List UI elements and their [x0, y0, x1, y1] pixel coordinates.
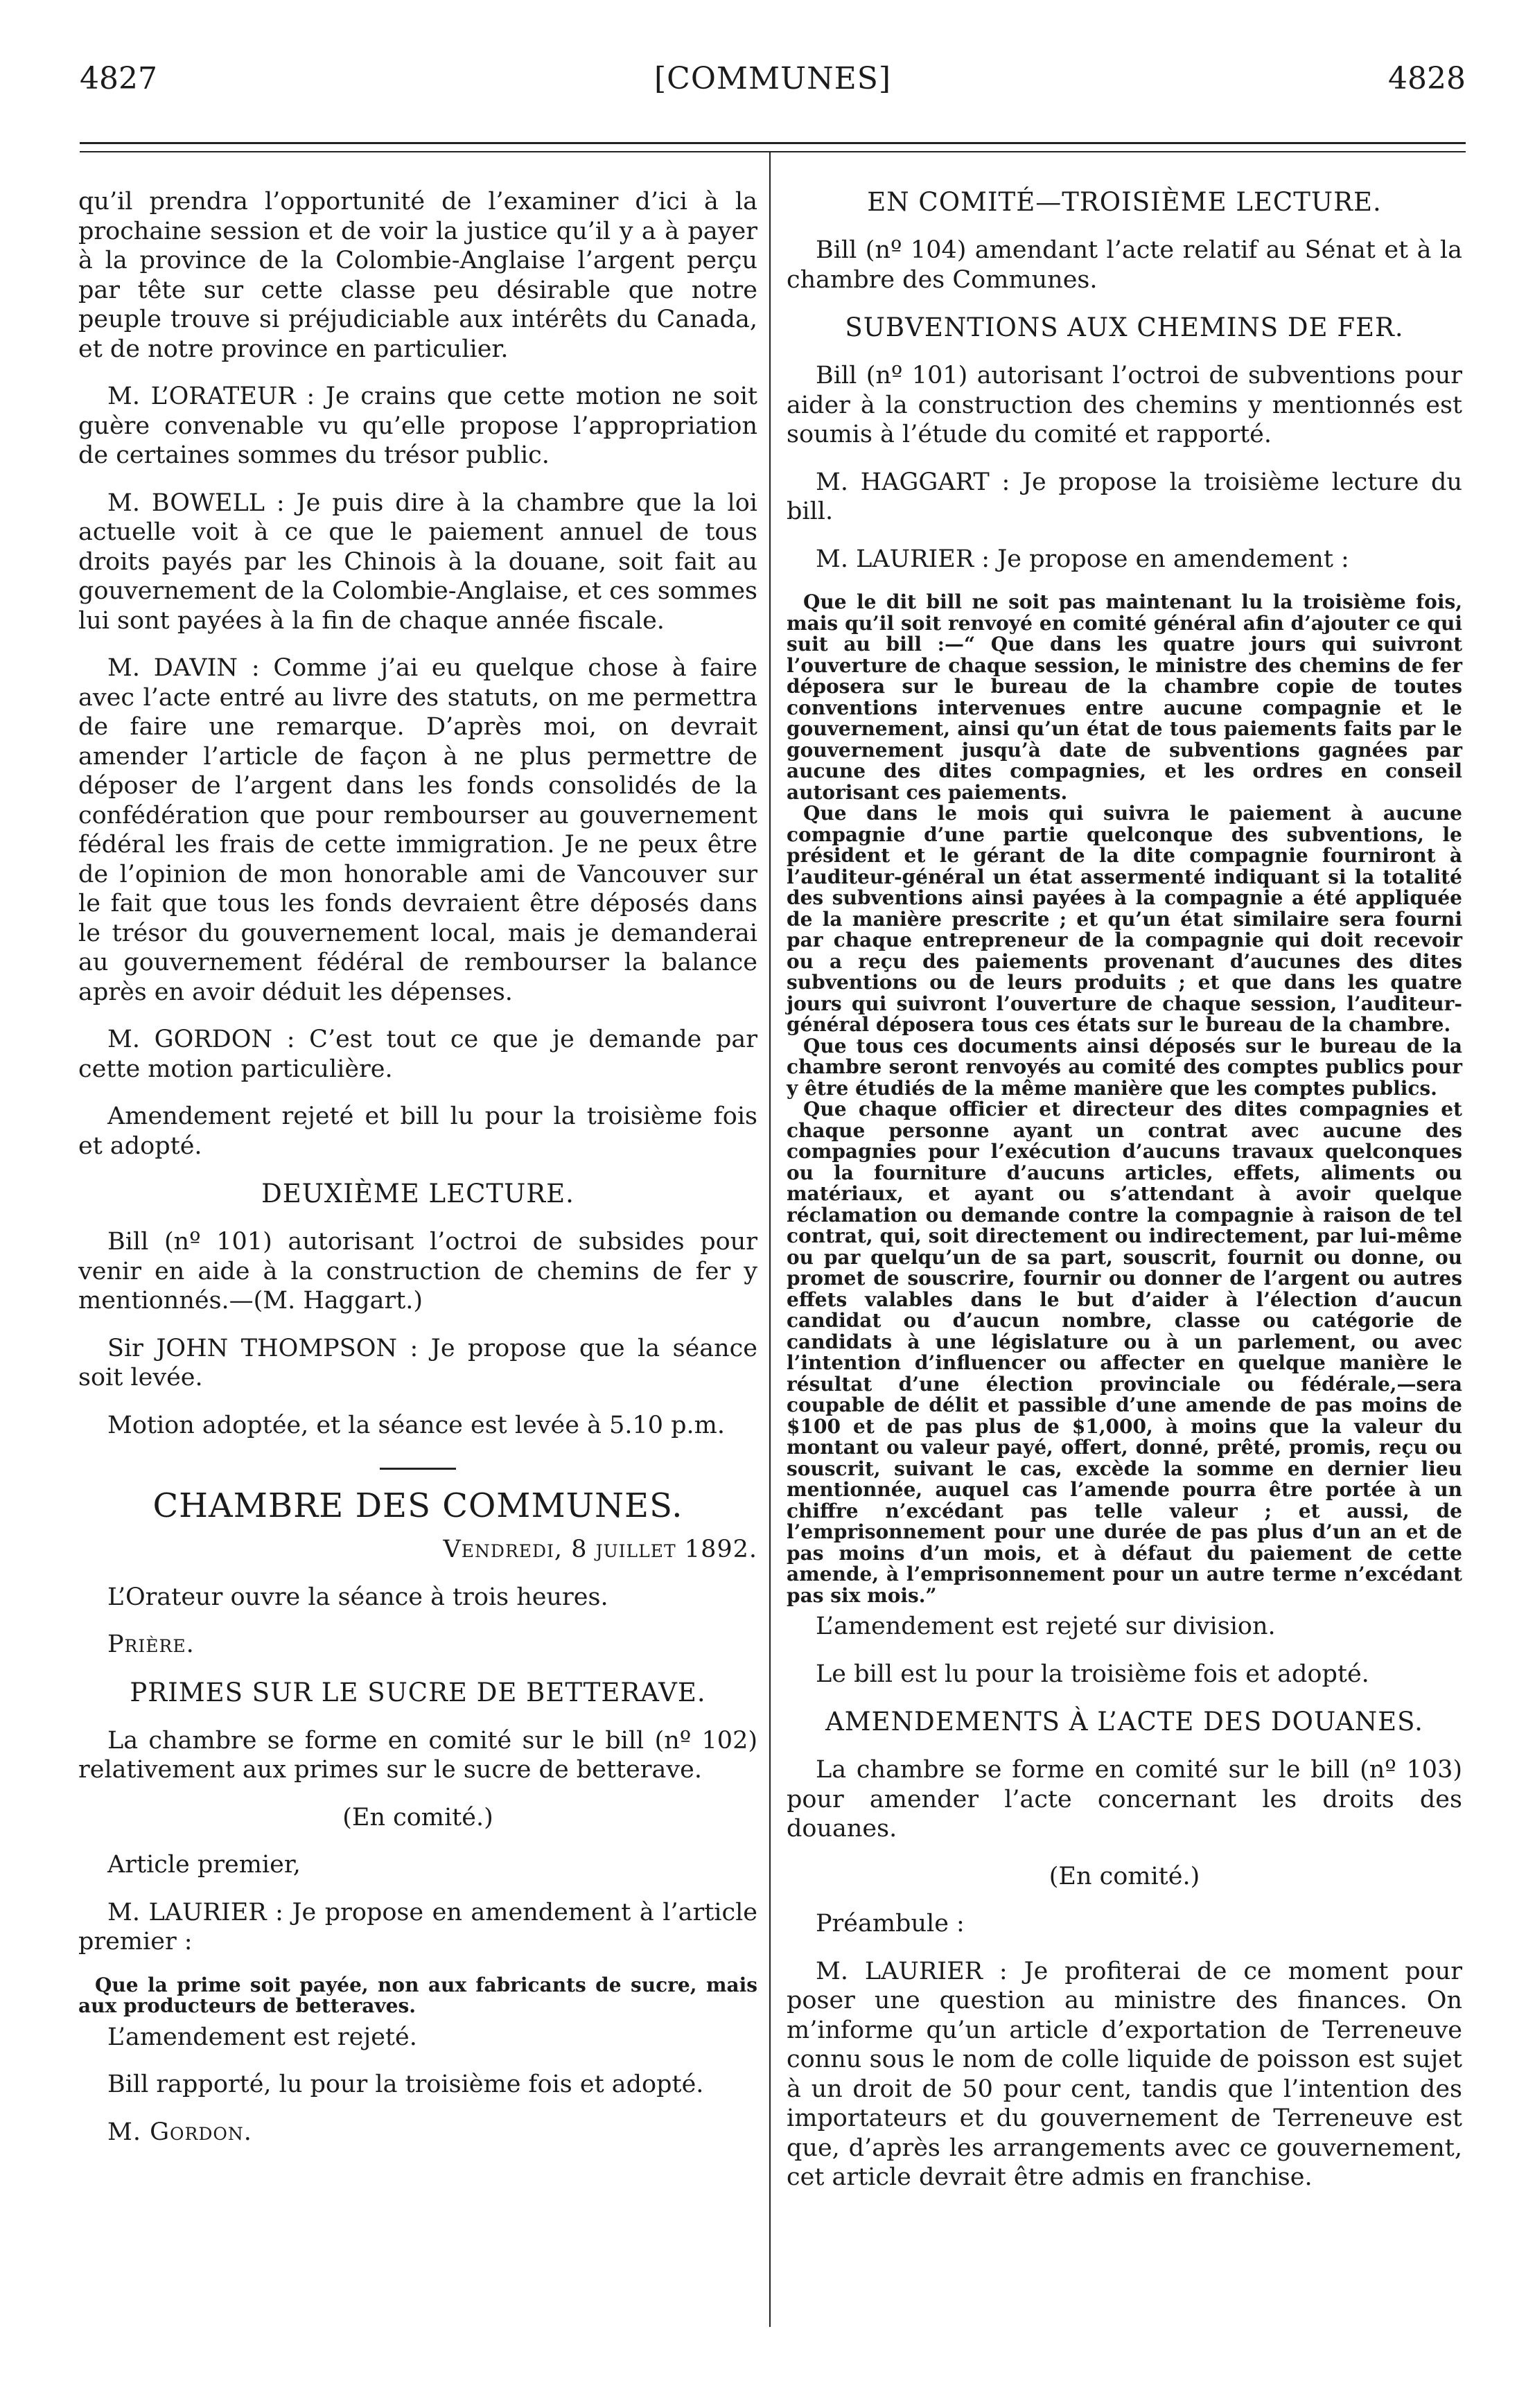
- section-heading: PRIMES SUR LE SUCRE DE BETTERAVE.: [130, 1677, 706, 1707]
- amendment-paragraph: Que dans le mois qui suivra le paiement à aucune compagnie d’une partie quelconque des subventions, le président et le gérant de la dite compagnie fourniront à l’auditeur-général un état assermenté indiquant si la totalité des subventions ainsi payées à la compagnie a été appliquée de la manière prescrite ; et qu’un état similaire sera fourni par chaque entrepreneur de la compagnie qui doit recevoir ou a reçu des paiements provenant d’aucunes des dites subventions ou de leurs produits ; et que dans les quatre jours qui suivront l’ouverture de chaque session, l’auditeur-général déposera tous ces états sur le bureau de la chambre.: [787, 802, 1462, 1036]
- speech-bowell: M. BOWELL : Je puis dire à la chambre que la loi actuelle voit à ce que le paiement annuel de tous droits payés par les Chinois à la douane, soit fait au gouvernement de la Colombie-Anglaise, et ces sommes lui sont payées à la fin de chaque année fiscale.: [78, 489, 757, 635]
- amendment-text: [787, 592, 1462, 1606]
- paragraph: Le bill est lu pour la troisième fois et adopté.: [816, 1660, 1369, 1688]
- priere-label: Prière.: [107, 1631, 195, 1658]
- paragraph: L’Orateur ouvre la séance à trois heures.: [107, 1583, 608, 1611]
- paragraph: Bill (nº 101) autorisant l’octroi de subventions pour aider à la construction des chemins y mentionnés est soumis à l’étude du comité et rapporté.: [787, 362, 1462, 448]
- running-title: [COMMUNES]: [654, 61, 892, 96]
- amendment-text: [78, 1975, 757, 2017]
- section-heading: SUBVENTIONS AUX CHEMINS DE FER.: [845, 313, 1404, 342]
- paragraph: La chambre se forme en comité sur le bill (nº 102) relativement aux primes sur le sucre de betterave.: [78, 1726, 757, 1784]
- left-column: [78, 187, 757, 2165]
- paragraph: L’amendement est rejeté.: [107, 2023, 417, 2051]
- paragraph: Motion adoptée, et la séance est levée à 5.10 p.m.: [107, 1411, 725, 1439]
- page-header: [80, 61, 1466, 109]
- header-rule: [80, 142, 1466, 144]
- speech-laurier: M. LAURIER : Je propose en amendement :: [816, 545, 1349, 573]
- chamber-heading: CHAMBRE DES COMMUNES.: [152, 1486, 683, 1525]
- committee-label: (En comité.): [1049, 1862, 1200, 1890]
- speech-laurier: M. LAURIER : Je profiterai de ce moment pour poser une question au ministre des finances. On m’informe qu’un article d’exportation de Terreneuve connu sous le nom de colle liquide de poisson est sujet à un droit de 50 pour cent, tandis que l’intention des importateurs et du gouvernement de Terreneuve est que, d’après les arrangements avec ce gouvernement, cet article devrait être admis en franchise.: [787, 1957, 1462, 2191]
- paragraph: La chambre se forme en comité sur le bill (nº 103) pour amender l’acte concernant les droits des douanes.: [787, 1756, 1462, 1843]
- amendment-paragraph: Que chaque officier et directeur des dites compagnies et chaque personne ayant un contrat avec aucune des compagnies pour l’exécution d’aucuns travaux quelconques ou la fourniture d’aucuns articles, effets, aliments ou matériaux, et ayant ou s’attendant à avoir quelque réclamation ou demande contre la compagnie à raison de tel contrat, qui, soit directement ou indirectement, par lui-même ou par quelqu’un de sa part, souscrit, fournit ou donne, ou promet de souscrire, fournir ou donner de l’argent ou autres effets valables dans le but d’aider à l’élection d’aucun candidat ou d’aucun nombre, classe ou catégorie de candidats à une législature ou à un parlement, ou avec l’intention d’influencer ou affecter en quelque manière le résultat d’une élection provinciale ou fédérale,—sera coupable de délit et passible d’une amende de pas moins de $100 et de pas plus de $1,000, à moins que la valeur du montant ou valeur payé, offert, donné, prêté, promis, reçu ou souscrit, suivant le cas, excède la somme en dernier lieu mentionnée, auquel cas l’amende pourra être portée à un chiffre n’excédant pas telle valeur ; et aussi, de l’emprisonnement pour une durée de pas plus d’un an et de pas moins d’un mois, et à défaut du paiement de cette amende, à l’emprisonnement pour un autre terme n’excédant pas six mois.”: [787, 1098, 1462, 1607]
- page-number-left: 4827: [80, 61, 157, 96]
- paragraph: Amendement rejeté et bill lu pour la troisième fois et adopté.: [78, 1102, 757, 1160]
- paragraph: qu’il prendra l’opportunité de l’examiner d’ici à la prochaine session et de voir la justice qu’il y a à payer à la province de la Colombie-Anglaise l’argent perçu par tête sur cette classe peu désirable que notre peuple trouve si préjudiciable aux intérêts du Canada, et de notre province en particulier.: [78, 188, 757, 363]
- sitting-date: Vendredi, 8 juillet 1892.: [443, 1536, 757, 1563]
- page-number-right: 4828: [1388, 61, 1466, 96]
- speech-davin: M. DAVIN : Comme j’ai eu quelque chose à faire avec l’acte entré au livre des statuts, on me permettra de faire une remarque. D’après moi, on devrait amender l’article de façon à ne plus permettre de déposer de l’argent dans les fonds consolidés de la confédération que pour rembourser au gouvernement fédéral les frais de cette immigration. Je ne peux être de l’opinion de mon honorable ami de Vancouver sur le fait que tous les fonds devraient être déposés dans le trésor du gouvernement local, mais je demanderai au gouvernement fédéral de rembourser la balance après en avoir déduit les dépenses.: [78, 654, 757, 1006]
- section-heading: AMENDEMENTS À L’ACTE DES DOUANES.: [825, 1707, 1423, 1737]
- section-heading: DEUXIÈME LECTURE.: [261, 1179, 574, 1209]
- speech-laurier: M. LAURIER : Je propose en amendement à l’article premier :: [78, 1898, 757, 1956]
- amendment-paragraph: Que tous ces documents ainsi déposés sur le bureau de la chambre seront renvoyés au comité des comptes publics pour y être étudiés de la même manière que les comptes publics.: [787, 1034, 1462, 1100]
- speech-gordon: M. GORDON : C’est tout ce que je demande par cette motion particulière.: [78, 1026, 757, 1083]
- amendment-paragraph: Que la prime soit payée, non aux fabricants de sucre, mais aux producteurs de betteraves.: [78, 1973, 757, 2017]
- paragraph: L’amendement est rejeté sur division.: [816, 1612, 1276, 1640]
- column-rule: [769, 151, 771, 2327]
- speech-thompson: Sir JOHN THOMPSON : Je propose que la séance soit levée.: [78, 1334, 757, 1391]
- divider: [380, 1468, 456, 1470]
- paragraph: Bill (nº 101) autorisant l’octroi de subsides pour venir en aide à la construction de chemins de fer y mentionnés.—(M. Haggart.): [78, 1228, 757, 1315]
- amendment-paragraph: Que le dit bill ne soit pas maintenant lu la troisième fois, mais qu’il soit renvoyé en comité général afin d’ajouter ce qui suit au bill :—“ Que dans les quatre jours qui suivront l’ouverture de chaque session, le ministre des chemins de fer déposera sur le bureau de la chambre copie de toutes conventions intervenues entre aucune compagnie et le gouvernement, ainsi qu’un état de tous paiements faits par le gouvernement jusqu’à date de subventions gagnées par aucune des dites compagnies, et les ordres en conseil autorisant ces paiements.: [787, 590, 1462, 804]
- section-heading: EN COMITÉ—TROISIÈME LECTURE.: [867, 187, 1382, 217]
- speech-haggart: M. HAGGART : Je propose la troisième lecture du bill.: [787, 468, 1462, 525]
- committee-label: (En comité.): [342, 1803, 493, 1831]
- paragraph: Préambule :: [816, 1910, 965, 1937]
- speaker-label: M. Gordon.: [107, 2118, 252, 2146]
- right-column: [787, 187, 1462, 2211]
- paragraph: Article premier,: [107, 1851, 301, 1879]
- speech-orateur: M. L’ORATEUR : Je crains que cette motion ne soit guère convenable vu qu’elle propose l’appropriation de certaines sommes du trésor public.: [78, 383, 757, 469]
- paragraph: Bill (nº 104) amendant l’acte relatif au Sénat et à la chambre des Communes.: [787, 236, 1462, 294]
- paragraph: Bill rapporté, lu pour la troisième fois et adopté.: [107, 2071, 704, 2098]
- header-rule-double: [80, 151, 1466, 152]
